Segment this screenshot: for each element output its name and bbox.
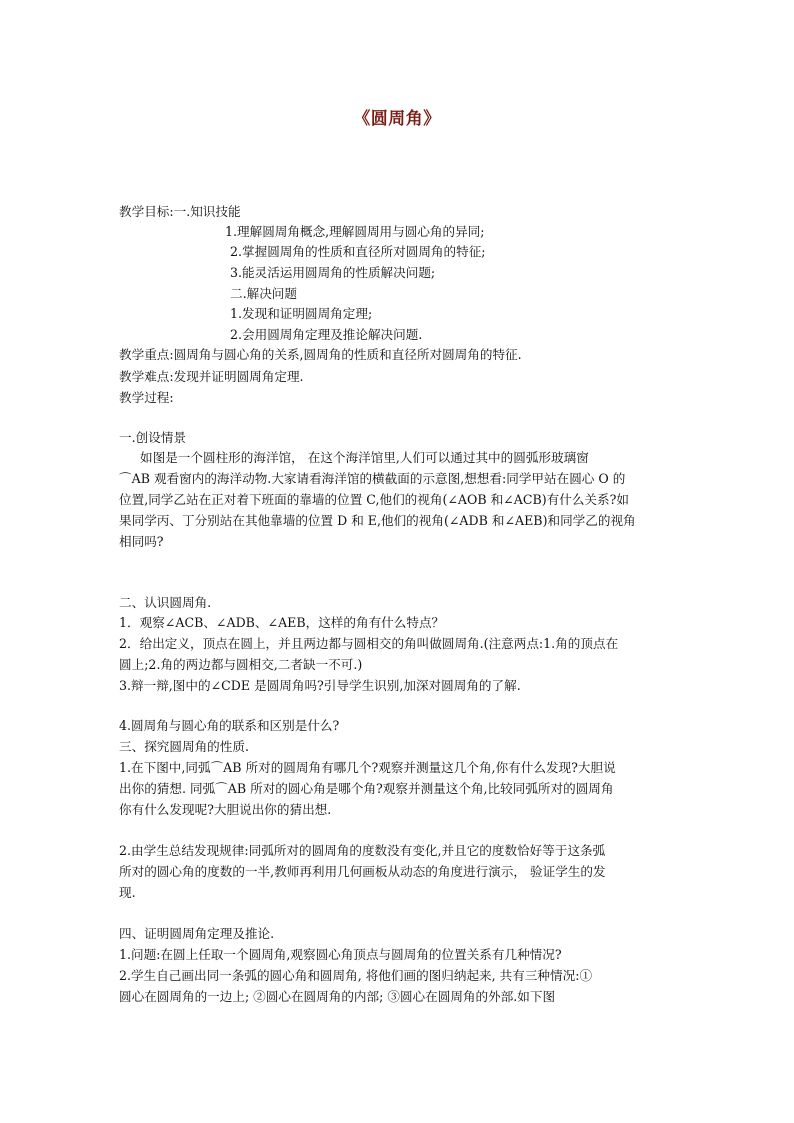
knowledge-goal-1: 1.理解圆周角概念,理解圆周用与圆心角的异同; — [225, 224, 485, 239]
page-title: 《圆周角》 — [353, 109, 441, 129]
section2-line: 3.辩一辩,图中的∠CDE 是圆周角吗?引导学生识别,加深对圆周角的了解. — [119, 678, 521, 693]
section1-heading: 一.创设情景 — [119, 430, 186, 445]
section2-line: 1．观察∠ACB、∠ADB、∠AEB，这样的角有什么特点？ — [119, 615, 445, 630]
section3-heading: 三、探究圆周角的性质. — [119, 739, 249, 754]
knowledge-goal-3: 3.能灵活运用圆周角的性质解决问题; — [230, 265, 436, 280]
problem-solving-label: 二.解决问题 — [230, 286, 297, 301]
section4-line: 1.问题:在圆上任取一个圆周角,观察圆心角顶点与圆周角的位置关系有几种情况? — [119, 947, 562, 962]
section3-line: 现. — [119, 885, 136, 900]
section3-line: 2.由学生总结发现规律:同弧所对的圆周角的度数没有变化,并且它的度数恰好等于这条弧 — [119, 843, 606, 858]
key-points: 教学重点:圆周角与圆心角的关系,圆周角的性质和直径所对圆周角的特征. — [119, 347, 522, 362]
section1-line: 位置,同学乙站在正对着下班面的靠墙的位置 C,他们的视角(∠AOB 和∠ACB)有什么关系?如 — [119, 492, 629, 507]
section4-heading: 四、证明圆周角定理及推论. — [119, 926, 275, 941]
section4-line: 2.学生自己画出同一条弧的圆心角和圆周角, 将他们画的图归纳起来, 共有三种情况:① — [119, 968, 593, 983]
section3-line: 1.在下图中,同弧⌒AB 所对的圆周角有哪几个?观察并测量这几个角,你有什么发现?大胆说 — [119, 760, 616, 775]
process-label: 教学过程: — [119, 390, 174, 405]
section3-line: 所对的圆心角的度数的一半,教师再利用几何画板从动态的角度进行演示， 验证学生的发 — [119, 864, 606, 879]
difficulty: 教学难点:发现并证明圆周角定理. — [119, 369, 304, 384]
knowledge-goal-2: 2.掌握圆周角的性质和直径所对圆周角的特征; — [230, 244, 486, 259]
section2-line: 2．给出定义，顶点在圆上，并且两边都与圆相交的角叫做圆周角.(注意两点:1.角的顶点在 — [119, 636, 619, 651]
problem-goal-1: 1.发现和证明圆周角定理; — [230, 306, 373, 321]
section3-line: 出你的猜想. 同弧⌒AB 所对的圆心角是哪个角?观察并测量这个角,比较同弧所对的圆周角 — [119, 781, 614, 796]
section3-line: 你有什么发现呢?大胆说出你的猜出想. — [119, 802, 332, 817]
problem-goal-2: 2.会用圆周角定理及推论解决问题. — [230, 327, 423, 342]
teaching-goals-label: 教学目标:一.知识技能 — [119, 204, 241, 219]
section1-line: 果同学丙、丁分别站在其他靠墙的位置 D 和 E,他们的视角(∠ADB 和∠AEB)和同学乙的视角 — [119, 513, 636, 528]
section4-line: 圆心在圆周角的一边上; ②圆心在圆周角的内部; ③圆心在圆周角的外部.如下图 — [119, 989, 556, 1004]
section1-line: 相同吗? — [119, 534, 164, 549]
section1-line: ⌒AB 观看窗内的海洋动物.大家请看海洋馆的横截面的示意图,想想看:同学甲站在圆心 O 的 — [119, 471, 626, 486]
section2-heading: 二、认识圆周角. — [119, 595, 212, 610]
section1-line: 如图是一个圆柱形的海洋馆， 在这个海洋馆里,人们可以通过其中的圆弧形玻璃窗 — [140, 450, 589, 465]
section2-line: 4.圆周角与圆心角的联系和区别是什么? — [119, 718, 340, 733]
section2-line: 圆上;2.角的两边都与圆相交,二者缺一不可.) — [119, 657, 363, 672]
